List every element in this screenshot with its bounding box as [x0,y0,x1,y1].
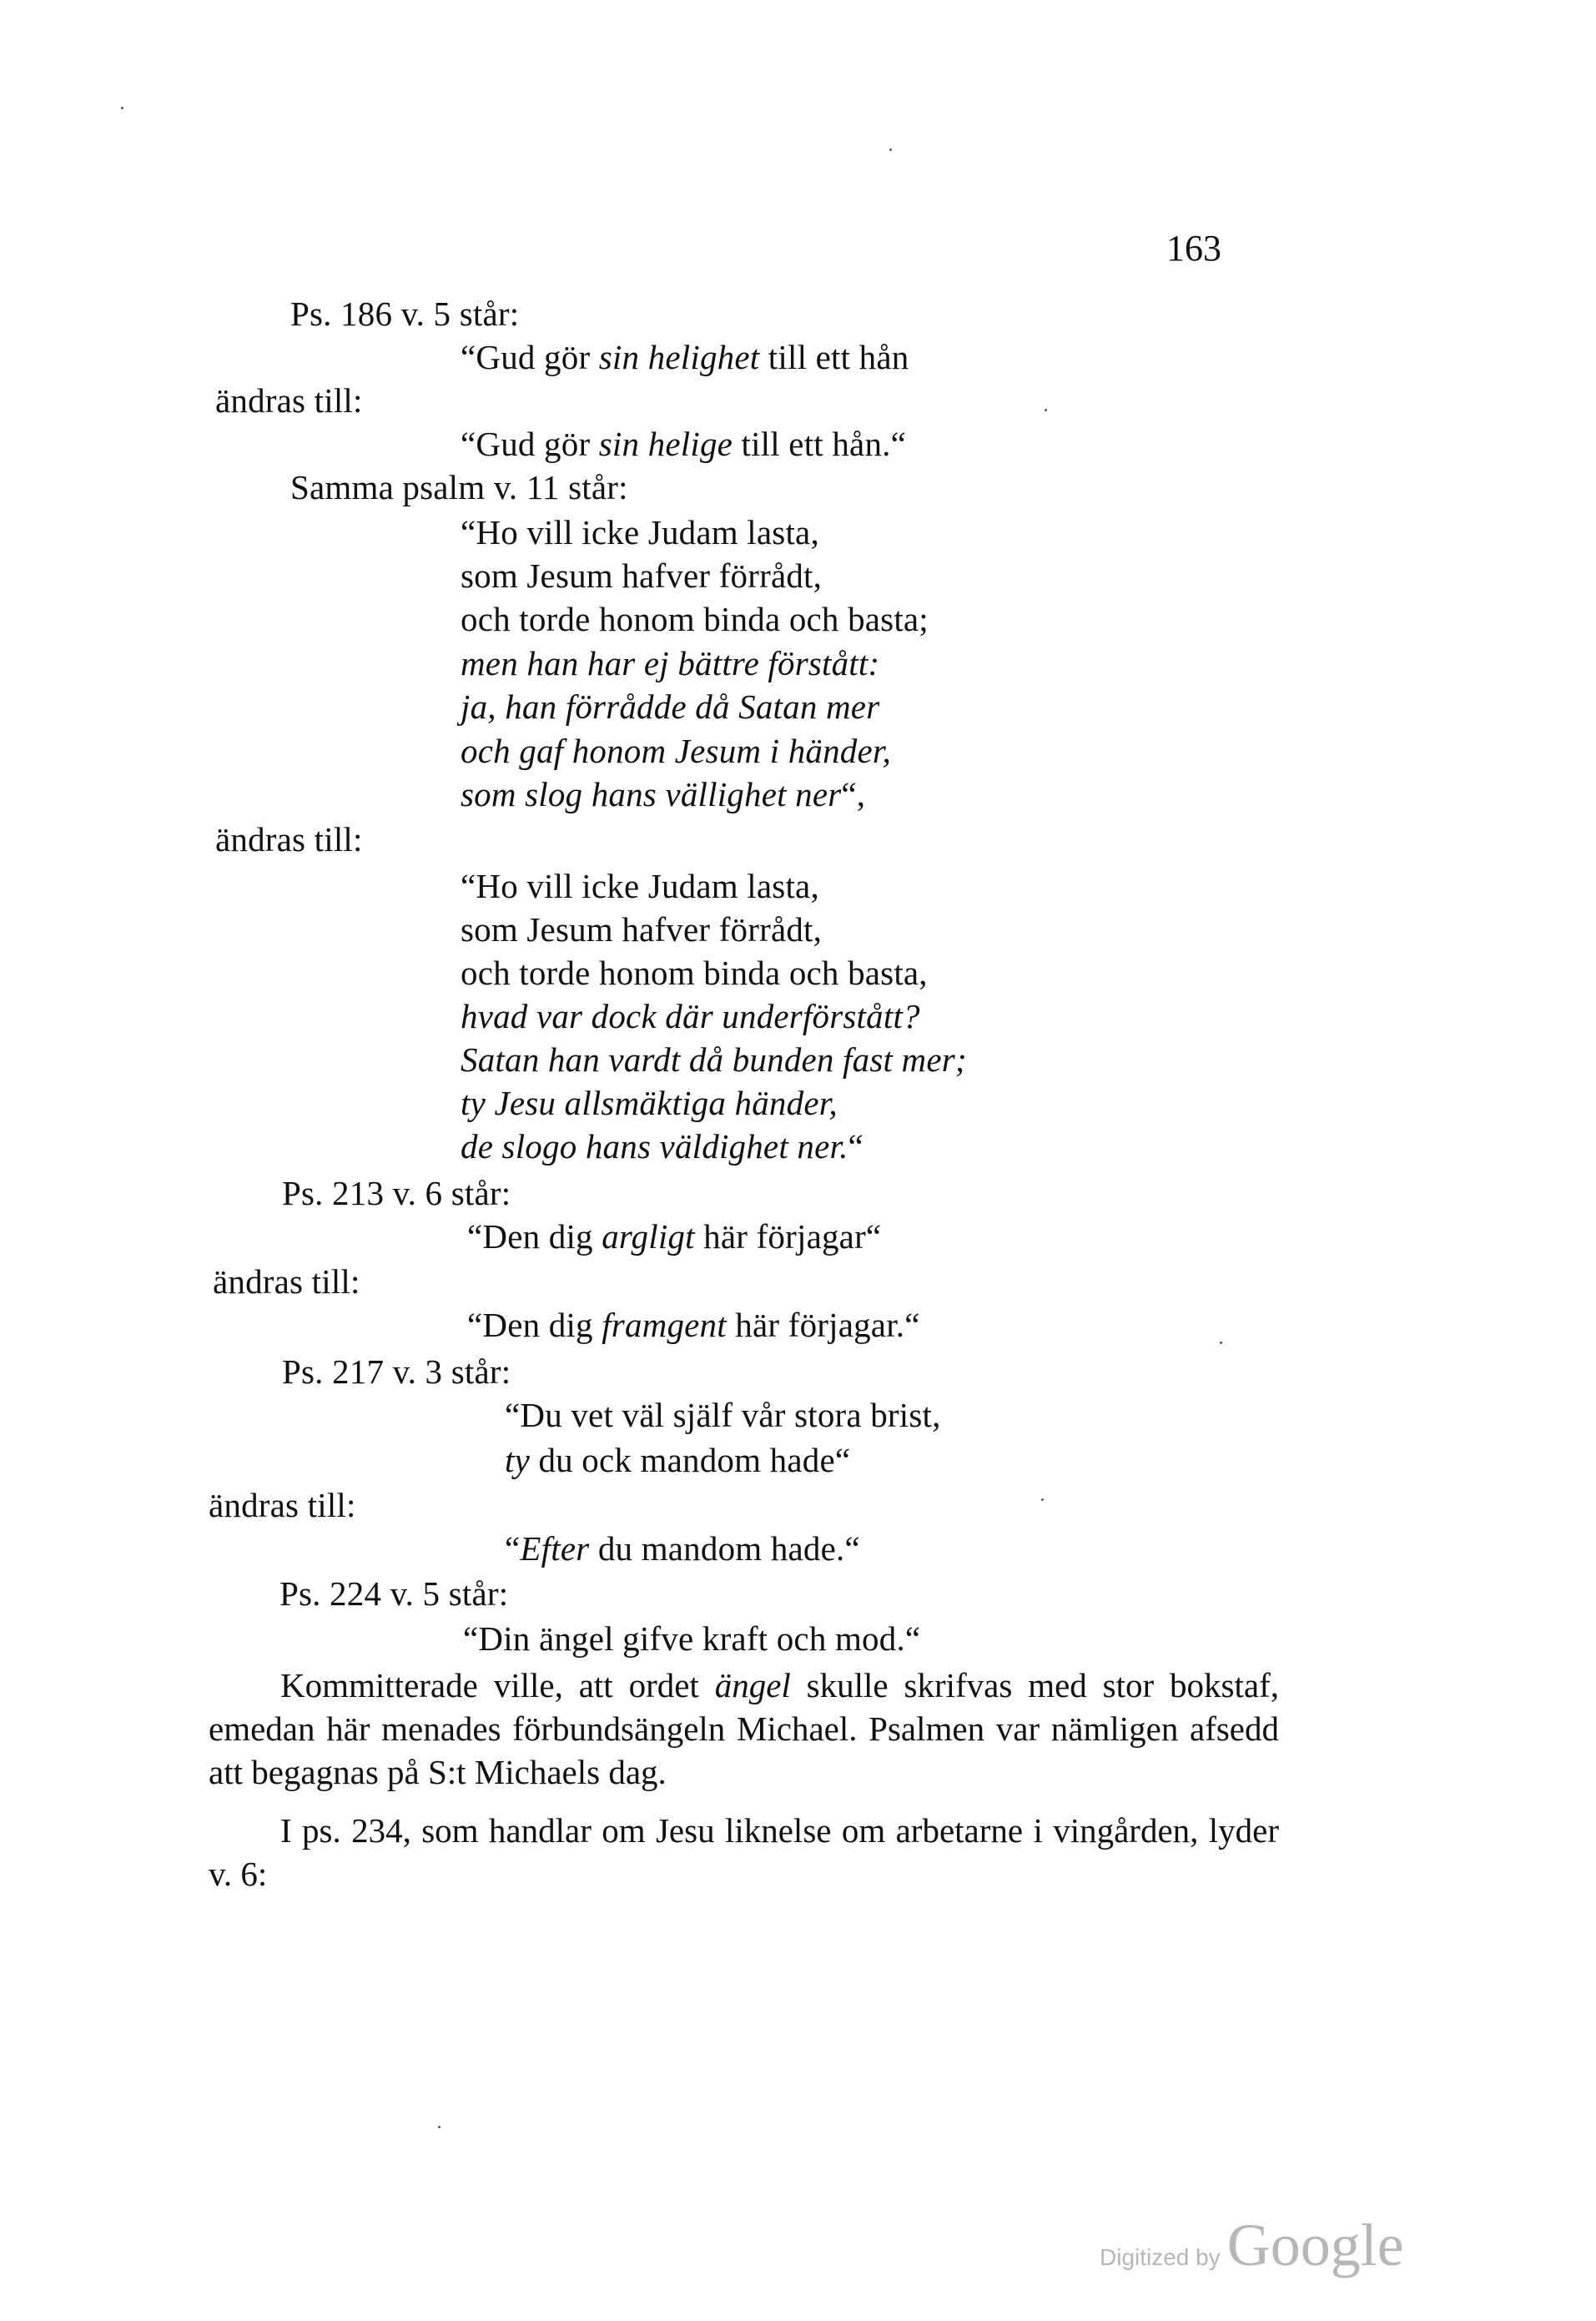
text-line: Ps. 224 v. 5 står: [279,1574,509,1613]
scan-speck [121,107,123,109]
text-run: “ [505,1529,521,1568]
text-line: ändras till: [215,820,363,858]
scan-speck [889,149,892,151]
quote-line [467,1216,881,1256]
text-line: ändras till: [209,1486,356,1524]
watermark-logo: Google [1226,2212,1404,2278]
quote-line: “Du vet väl själf vår stora brist, [505,1396,941,1434]
quote-line: “Ho vill icke Judam lasta, [461,867,819,905]
text-run: Kommitterade ville, att ordet [280,1666,715,1704]
paragraph: I ps. 234, som handlar om Jesu liknelse om arbetarne i vingården, lyder v. 6: [209,1811,1279,1893]
text-line: ändras till: [215,381,363,420]
italic-run: framgent [602,1306,727,1344]
quote-line: ja, han förrådde då Satan mer [461,687,880,726]
italic-run: som slog hans vällighet ner [461,775,842,813]
quote-line: som Jesum hafver förrådt, [461,910,823,949]
quote-line [461,774,865,814]
italic-run: sin helige [598,425,733,463]
watermark [1100,2211,1404,2280]
quote-line [505,1440,850,1480]
text-run: “Gud gör [461,425,599,463]
text-run: här förjagar“ [694,1217,882,1256]
quote-line: och gaf honom Jesum i händer, [461,732,891,770]
quote-line: “Ho vill icke Judam lasta, [461,513,819,551]
text-run: “Den dig [467,1306,602,1344]
quote-line [461,424,906,464]
text-run: “Den dig [467,1217,602,1256]
text-run: du ock mandom hade“ [530,1441,851,1479]
quote-line: som Jesum hafver förrådt, [461,556,823,595]
text-run: “, [841,775,866,813]
text-line: Ps. 186 v. 5 står: [290,295,520,333]
text-line: Samma psalm v. 11 står: [290,468,628,506]
paragraph [209,1664,1279,1794]
quote-line: hvad var dock där underförstått? [461,997,920,1035]
watermark-small: Digitized by [1100,2244,1221,2270]
page-number: 163 [1166,228,1221,269]
italic-run: ty [505,1441,530,1479]
scan-speck [438,2126,441,2128]
text-run: du mandom hade.“ [589,1529,860,1568]
quote-line [505,1528,860,1568]
text-run: till ett hån [759,338,909,376]
scan-speck [1041,1498,1044,1501]
italic-run: Efter [520,1529,590,1568]
quote-line: men han har ej bättre förstått: [461,644,880,682]
italic-run: ängel [714,1666,791,1704]
italic-run: argligt [602,1217,695,1256]
text-run: “Gud gör [461,338,599,376]
italic-run: de slogo hans väldighet ner. [461,1127,848,1166]
text-run: här förjagar.“ [726,1306,920,1344]
quote-line [461,337,909,377]
text-line: Ps. 213 v. 6 står: [282,1174,511,1212]
quote-line: och torde honom binda och basta, [461,954,928,992]
quote-line [461,1126,863,1166]
text-run: till ett hån.“ [733,425,906,463]
quote-line: “Din ängel gifve kraft och mod.“ [463,1619,921,1658]
quote-line: ty Jesu allsmäktiga händer, [461,1084,838,1122]
text-run: skulle skrifvas med stor bokstaf, emedan här menades förbundsängeln Michael. Psalmen var nämligen afsedd att begagnas på S:t Michaels dag. [209,1666,1280,1791]
scan-speck [1220,1342,1222,1344]
scan-speck [1045,409,1047,411]
text-line: Ps. 217 v. 3 står: [282,1352,511,1391]
quote-line [467,1305,920,1345]
italic-run: sin helighet [598,338,760,376]
quote-line: och torde honom binda och basta; [461,600,929,638]
text-run: “ [848,1127,863,1166]
text-line: ändras till: [213,1262,360,1301]
quote-line: Satan han vardt då bunden fast mer; [461,1040,967,1079]
